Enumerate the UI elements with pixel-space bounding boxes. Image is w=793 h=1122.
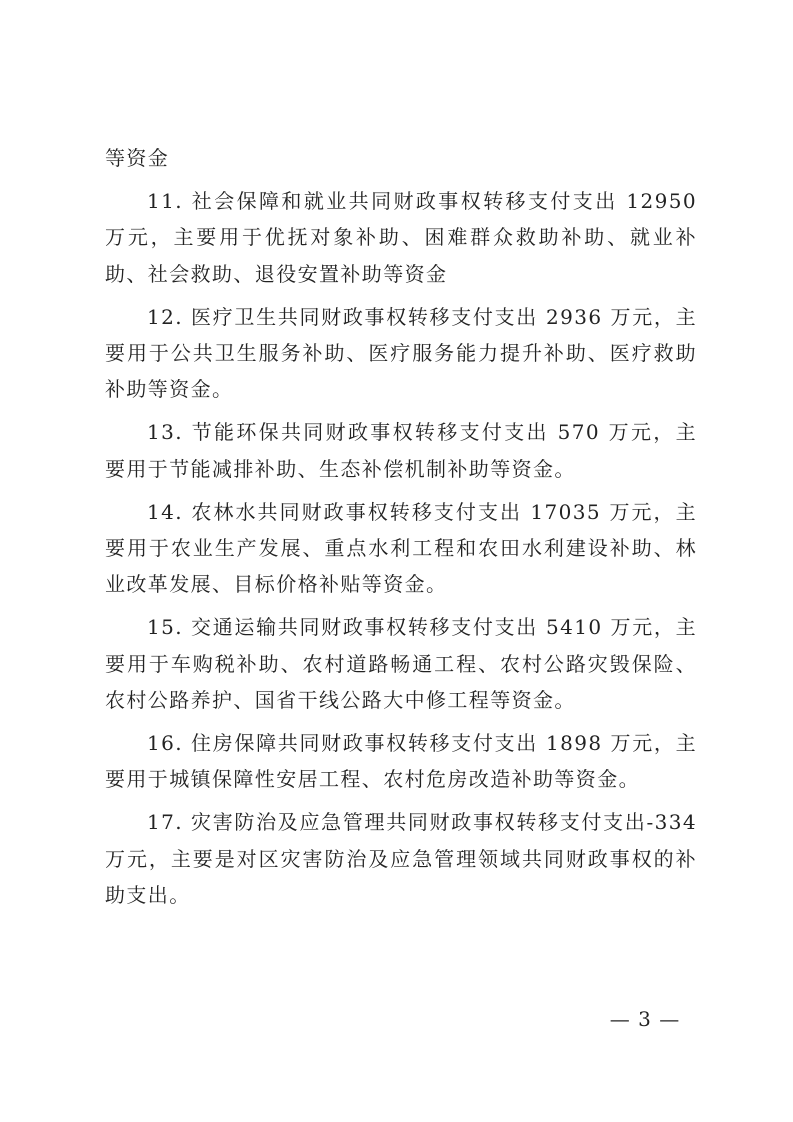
paragraph-item-14: 14. 农林水共同财政事权转移支付支出 17035 万元，主要用于农业生产发展、重点水利工程和农田水利建设补助、林业改革发展、目标价格补贴等资金。 [105, 499, 697, 597]
paragraph-continuation: 等资金 [105, 146, 170, 170]
paragraph-item-15: 15. 交通运输共同财政事权转移支付支出 5410 万元，主要用于车购税补助、农村道路畅通工程、农村公路灾毁保险、农村公路养护、国省干线公路大中修工程等资金。 [105, 615, 697, 712]
paragraph-item-11: 11. 社会保障和就业共同财政事权转移支付支出 12950 万元，主要用于优抚对象补助、困难群众救助补助、就业补助、社会救助、退役安置补助等资金 [105, 189, 697, 286]
page-number: — 3 — [609, 1007, 681, 1031]
paragraph-item-12: 12. 医疗卫生共同财政事权转移支付支出 2936 万元，主要用于公共卫生服务补助、医疗服务能力提升补助、医疗救助补助等资金。 [105, 304, 697, 402]
paragraph-item-16: 16. 住房保障共同财政事权转移支付支出 1898 万元，主要用于城镇保障性安居工程、农村危房改造补助等资金。 [105, 731, 697, 792]
paragraph-item-17: 17. 灾害防治及应急管理共同财政事权转移支付支出-334 万元，主要是对区灾害防治及应急管理领域共同财政事权的补助支出。 [105, 810, 697, 907]
document-body [105, 140, 697, 920]
paragraph-item-13: 13. 节能环保共同财政事权转移支付支出 570 万元，主要用于节能减排补助、生态补偿机制补助等资金。 [105, 420, 697, 481]
